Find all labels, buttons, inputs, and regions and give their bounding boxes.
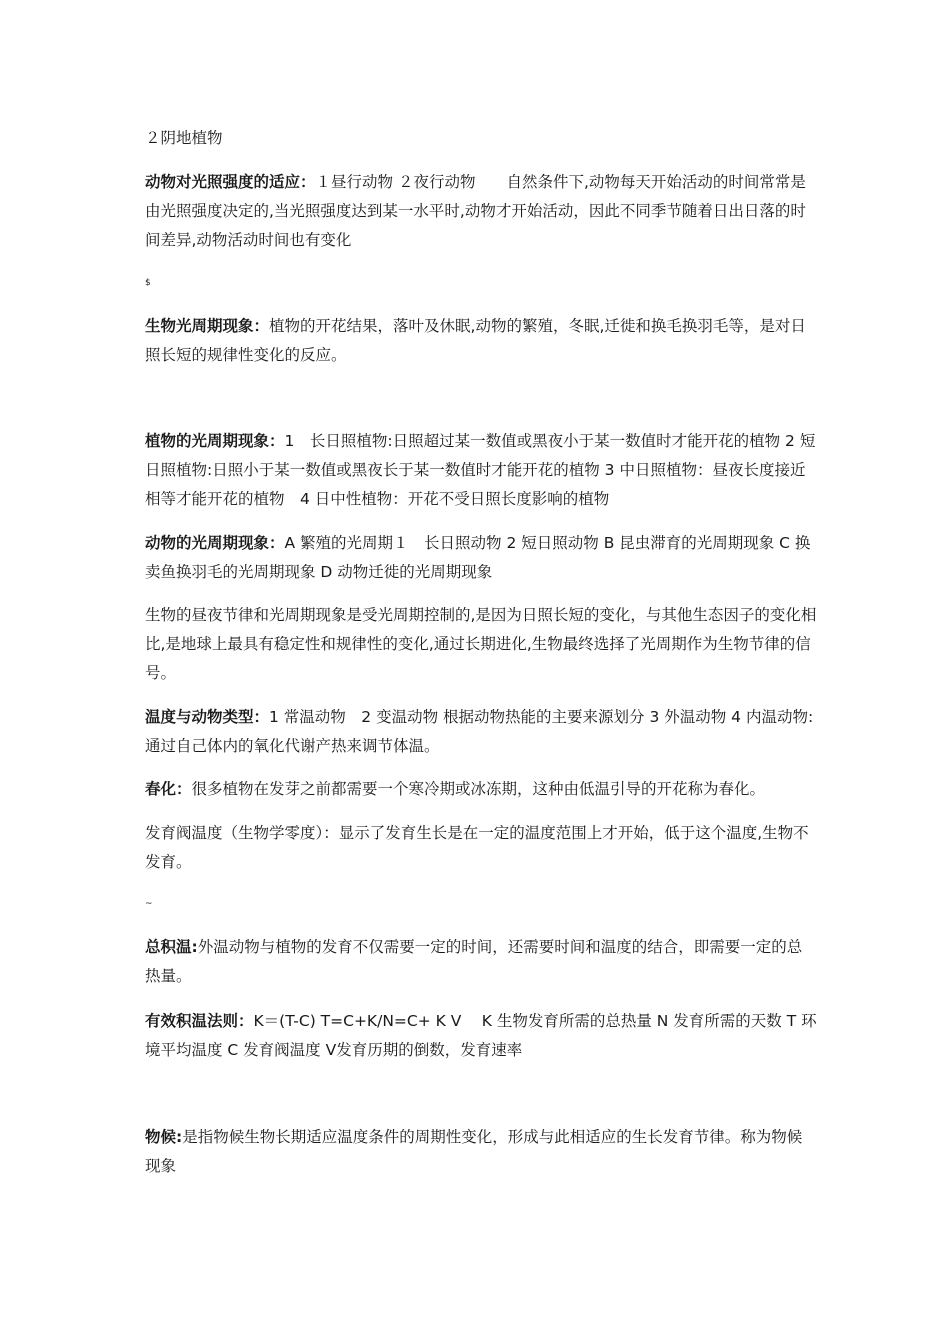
paragraph-effective-accumulated-temperature-law (145, 1007, 817, 1065)
paragraph-total-accumulated-temperature (145, 933, 817, 991)
paragraph-term: 温度与动物类型： (145, 708, 270, 726)
paragraph-text: $ (145, 278, 151, 288)
paragraph-term: 总积温: (145, 938, 198, 956)
paragraph-text: 外温动物与植物的发育不仅需要一定的时间，还需要时间和温度的结合，即需要一定的总热量。 (145, 938, 803, 985)
paragraph-text: ~ (145, 899, 153, 909)
paragraph-term: 动物对光照强度的适应： (145, 173, 316, 191)
stray-mark-tilde (145, 897, 817, 911)
paragraph-temperature-animal-types (145, 703, 817, 761)
paragraph-text: ２阴地植物 (145, 129, 223, 147)
paragraph-text: K＝(T-C) T=C+K/N=C+ K V K 生物发育所需的总热量 N 发育所需的天数 T 环境平均温度 C 发育阀温度 V发育历期的倒数，发育速率 (145, 1012, 817, 1059)
paragraph-vernalization (145, 775, 817, 804)
paragraph-animal-light-intensity (145, 168, 817, 255)
paragraph-text: 很多植物在发芽之前都需要一个寒冷期或冰冻期，这种由低温引导的开花称为春化。 (191, 780, 766, 798)
stray-mark-dollar (145, 276, 817, 290)
paragraph-text: 1 长日照植物:日照超过某一数值或黑夜小于某一数值时才能开花的植物 2 短日照植物:日照小于某一数值或黑夜长于某一数值时才能开花的植物 3 中日照植物：昼夜长度接近相等才能开花的植物 4 日中性植物：开花不受日照长度影响的植物 (145, 432, 816, 508)
paragraph-text: １昼行动物 ２夜行动物 自然条件下,动物每天开始活动的时间常常是由光照强度决定的,当光照强度达到某一水平时,动物才开始活动，因此不同季节随着日出日落的时间差异,动物活动时间也有变化 (145, 173, 806, 249)
paragraph-text: A 繁殖的光周期１ 长日照动物 2 短日照动物 B 昆虫滞育的光周期现象 C 换卖鱼换羽毛的光周期现象 D 动物迁徙的光周期现象 (145, 534, 811, 581)
paragraph-phenology (145, 1123, 817, 1181)
paragraph-text: 发育阀温度（生物学零度）：显示了发育生长是在一定的温度范围上才开始，低于这个温度,生物不发育。 (145, 824, 809, 871)
paragraph-term: 植物的光周期现象： (145, 432, 285, 450)
paragraph-text: 植物的开花结果，落叶及休眠,动物的繁殖，冬眠,迁徙和换毛换羽毛等，是对日照长短的规律性变化的反应。 (145, 317, 806, 364)
paragraph-shade-plants (145, 124, 817, 153)
paragraph-term: 生物光周期现象： (145, 317, 270, 335)
paragraph-term: 物候: (145, 1128, 183, 1146)
paragraph-term: 动物的光周期现象： (145, 534, 285, 552)
paragraph-biological-photoperiod (145, 312, 817, 370)
paragraph-term: 有效积温法则： (145, 1012, 254, 1030)
paragraph-development-threshold (145, 819, 817, 877)
paragraph-term: 春化： (145, 780, 192, 798)
paragraph-text: 1 常温动物 2 变温动物 根据动物热能的主要来源划分 3 外温动物 4 内温动物:通过自己体内的氧化代谢产热来调节体温。 (145, 708, 814, 755)
paragraph-text: 生物的昼夜节律和光周期现象是受光周期控制的,是因为日照长短的变化，与其他生态因子的变化相比,是地球上最具有稳定性和规律性的变化,通过长期进化,生物最终选择了光周期作为生物节律的信号。 (145, 606, 817, 682)
paragraph-circadian-rhythm (145, 601, 817, 688)
paragraph-animal-photoperiod (145, 529, 817, 587)
paragraph-plant-photoperiod (145, 427, 817, 514)
paragraph-text: 是指物候生物长期适应温度条件的周期性变化，形成与此相适应的生长发育节律。称为物候现象 (145, 1128, 803, 1175)
